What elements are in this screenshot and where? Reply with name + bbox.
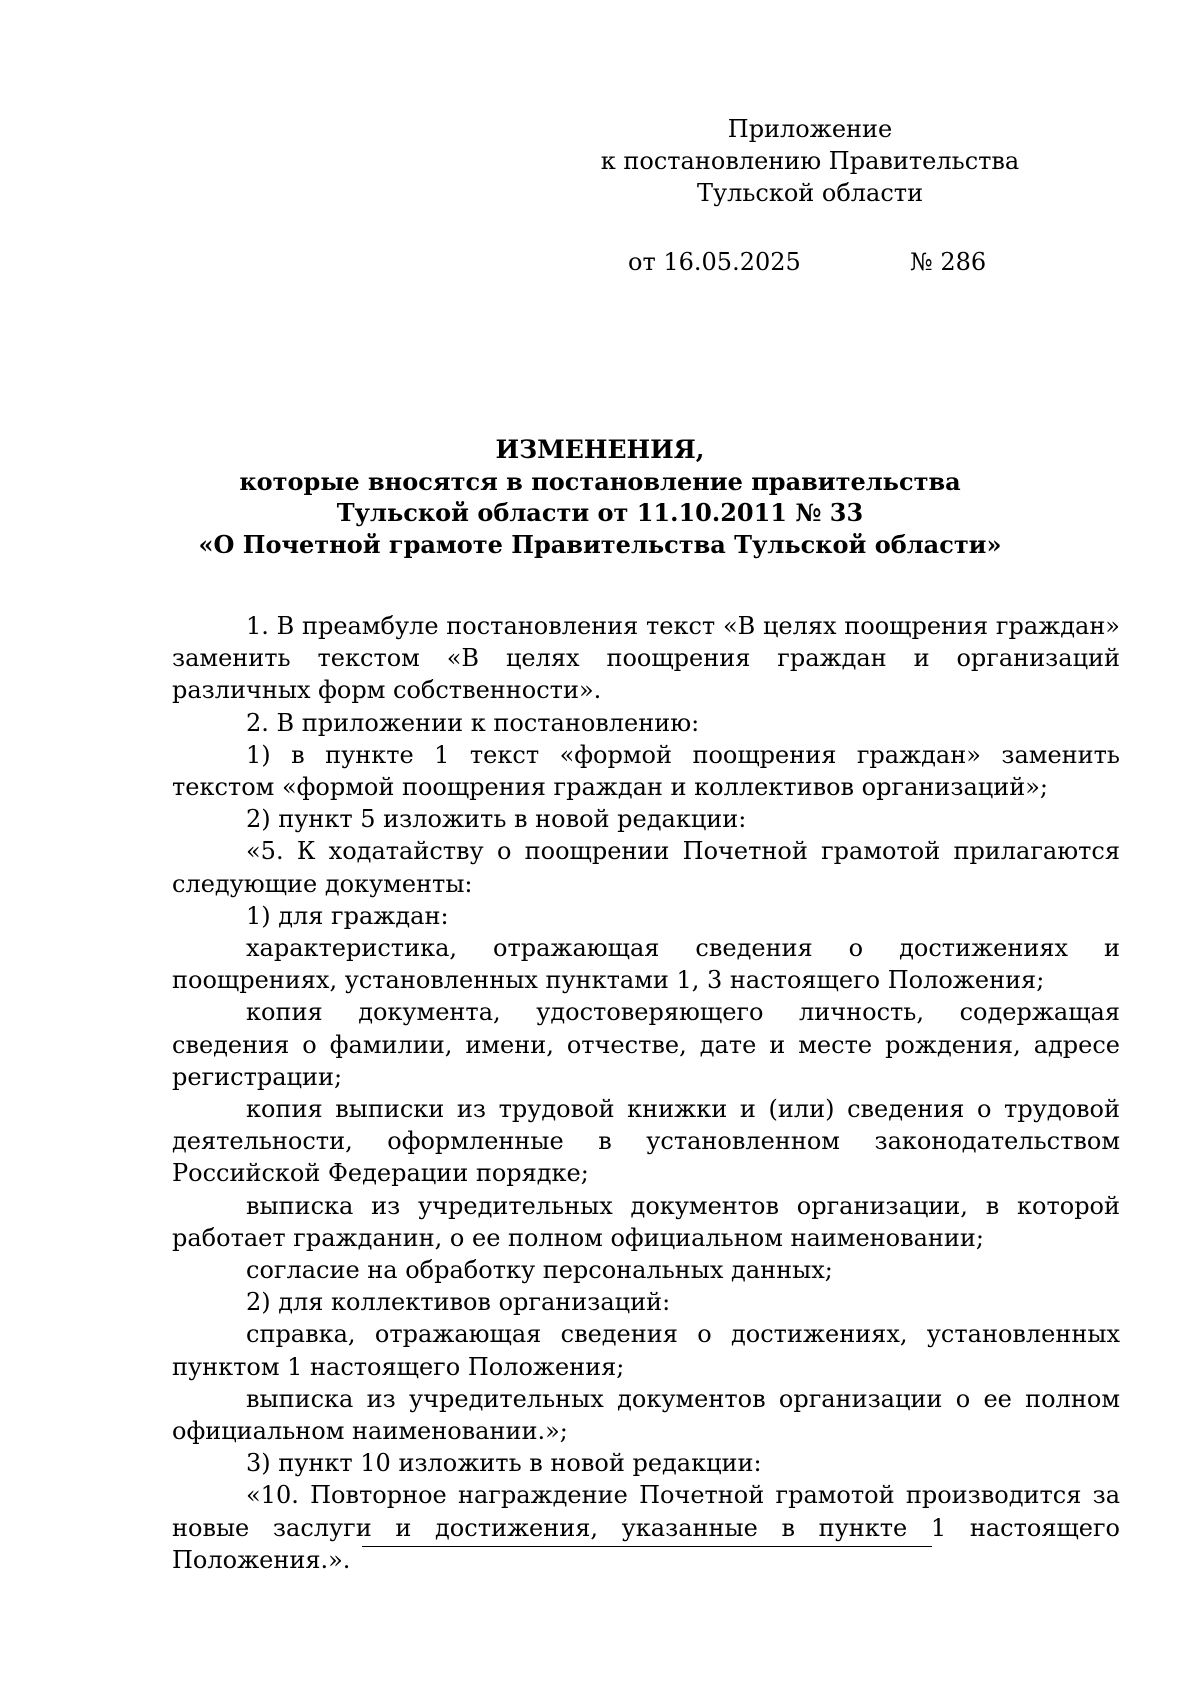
paragraph: характеристика, отражающая сведения о достижениях и поощрениях, установленных пунктами 1, 3 настоящего Положения; [172, 934, 1120, 995]
paragraph: 1) для граждан: [246, 901, 449, 930]
paragraph: 2) для коллективов организаций: [246, 1288, 671, 1317]
paragraph: «5. К ходатайству о поощрении Почетной грамотой прилагаются следующие документы: [172, 837, 1120, 898]
paragraph: справка, отражающая сведения о достижениях, установленных пунктом 1 настоящего Положения; [172, 1320, 1120, 1381]
appendix-region: Тульской области [696, 179, 924, 207]
title-line-2: которые вносятся в постановление правительства [239, 466, 961, 496]
paragraph: копия документа, удостоверяющего личность, содержащая сведения о фамилии, имени, отчестве, дате и месте рождения, адресе регистрации; [172, 998, 1120, 1091]
title-line-4: «О Почетной грамоте Правительства Тульской области» [198, 529, 1002, 559]
title-line-3: Тульской области от 11.10.2011 № 33 [336, 498, 864, 527]
appendix-number: № 286 [910, 248, 987, 276]
appendix-header [600, 113, 1020, 209]
appendix-date: от 16.05.2025 [628, 248, 801, 276]
paragraph: 3) пункт 10 изложить в новой редакции: [246, 1449, 762, 1478]
paragraph: 2. В приложении к постановлению: [246, 708, 700, 737]
paragraph: выписка из учредительных документов организации о ее полном официальном наименовании.»; [172, 1384, 1120, 1446]
paragraph: 1) в пункте 1 текст «формой поощрения граждан» заменить текстом «формой поощрения граждан и коллективов организаций»; [172, 740, 1120, 802]
paragraph: копия выписки из трудовой книжки и (или) сведения о трудовой деятельности, оформленные в установленном законодательством Российской Федерации порядке; [172, 1095, 1120, 1188]
appendix-title: Приложение [727, 115, 893, 143]
paragraph: 2) пункт 5 изложить в новой редакции: [246, 805, 747, 834]
end-divider [362, 1546, 932, 1547]
document-title [120, 434, 1080, 560]
appendix-reference: к постановлению Правительства [600, 147, 1020, 175]
paragraph: 1. В преамбуле постановления текст «В целях поощрения граждан» заменить текстом «В целях поощрения граждан и организаций различных форм собственности». [172, 612, 1120, 705]
title-heading: ИЗМЕНЕНИЯ, [495, 435, 705, 464]
paragraph: «10. Повторное награждение Почетной грамотой производится за новые заслуги и достижения, указанные в пункте 1 настоящего Положения.». [172, 1481, 1120, 1574]
paragraph: выписка из учредительных документов организации, в которой работает гражданин, о ее полном официальном наименовании; [172, 1191, 1120, 1252]
document-body [172, 610, 1120, 1576]
paragraph: согласие на обработку персональных данных; [246, 1256, 833, 1285]
